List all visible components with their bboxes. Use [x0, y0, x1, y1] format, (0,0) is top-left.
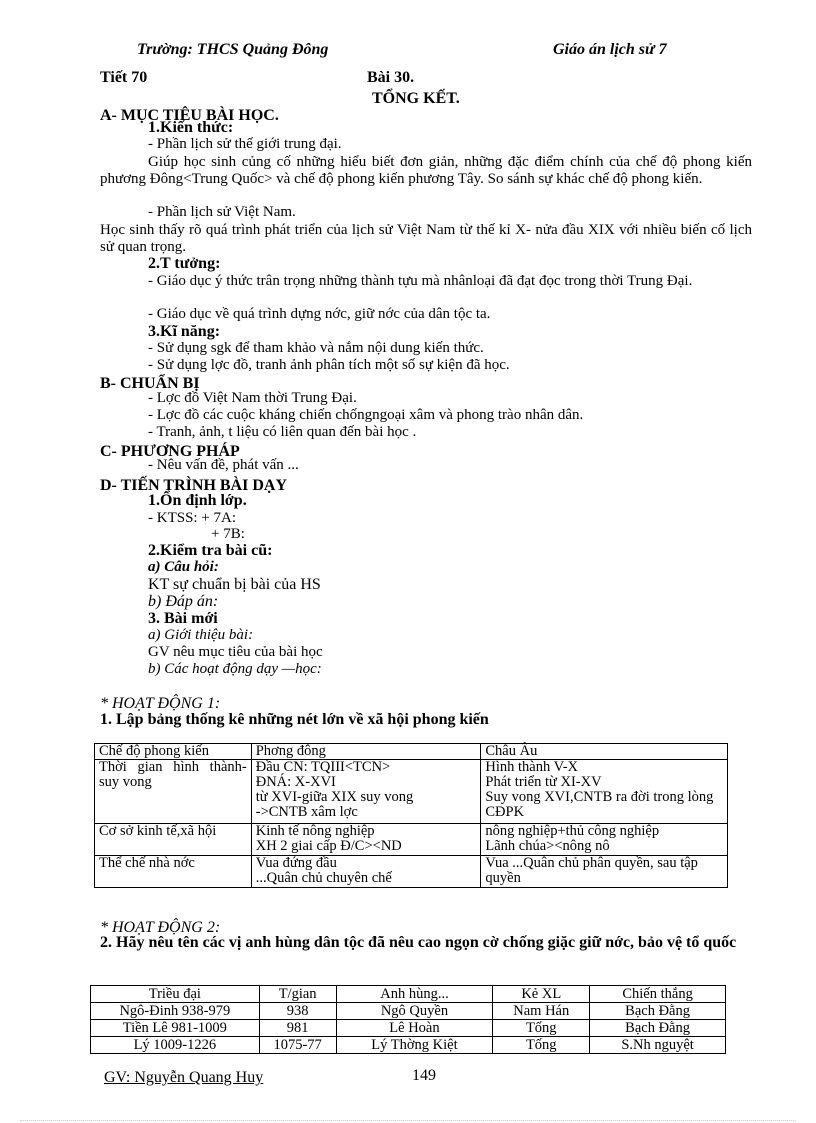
cell-line: từ XVI-giữa XIX suy vong [255, 789, 414, 805]
header-subject: Giáo án lịch sử 7 [553, 41, 667, 58]
prep-line-1: - Lợc đồ Việt Nam thời Trung Đại. [148, 390, 357, 406]
lesson-title: TỔNG KẾT. [372, 90, 460, 107]
section-a-heading: A- MỤC TIÊU BÀI HỌC. [100, 107, 279, 124]
table-cell: Ngô Quyền [336, 1003, 493, 1020]
question-text: KT sự chuẩn bị bài của HS [148, 576, 321, 593]
prep-line-2: - Lợc đồ các cuộc kháng chiến chốngngoại xâm và phong trào nhân dân. [148, 407, 584, 423]
footer-teacher: GV: Nguyễn Quang Huy [104, 1069, 264, 1086]
heroes-table [90, 985, 726, 1054]
knowledge-line-1: - Phần lịch sử thế giới trung đại. [148, 136, 342, 152]
activity-1-label: * HOẠT ĐỘNG 1: [100, 695, 221, 712]
skills-line-1: - Sử dụng sgk để tham khảo và nắm nội dung kiến thức. [148, 340, 484, 356]
table-cell: Thể chế nhà nớc [95, 856, 252, 888]
cell-line: Hình thành V-X [485, 759, 579, 775]
activities-label: b) Các hoạt động dạy —học: [148, 661, 322, 677]
check-old-title: 2.Kiểm tra bài cũ: [148, 542, 273, 559]
method-line-1: - Nêu vấn đề, phát vấn ... [148, 457, 299, 473]
table-cell: Bạch Đằng [590, 1003, 726, 1020]
table-cell: Ngô-Đinh 938-979 [91, 1003, 260, 1020]
feudal-comparison-table [94, 743, 728, 888]
table-header-cell: Phơng đông [251, 744, 481, 760]
table-row [91, 1003, 726, 1020]
section-b-heading: B- CHUẨN BỊ [100, 375, 200, 392]
table-cell: Vua ...Quân chủ phân quyền, sau tập quyền [481, 856, 728, 888]
table-cell: Tống [493, 1037, 590, 1054]
knowledge-paragraph-2: Học sinh thấy rõ quá trình phát triển của lịch sử Việt Nam từ thế kỉ X- nửa đầu XIX với nhiều biến cố lịch sử quan trọng. [100, 222, 752, 255]
table-header-cell: Châu Âu [481, 744, 728, 760]
table-cell: Lý 1009-1226 [91, 1037, 260, 1054]
activity-2-label: * HOẠT ĐỘNG 2: [100, 919, 221, 936]
table-cell: Nam Hán [493, 1003, 590, 1020]
table-row [95, 824, 728, 856]
table-cell: Cơ sở kinh tế,xã hội [95, 824, 252, 856]
skills-line-2: - Sử dụng lợc đồ, tranh ảnh phân tích một số sự kiện đã học. [148, 357, 510, 373]
answer-label: b) Đáp án: [148, 593, 219, 610]
cell-line: Lãnh chúa><nông nô [485, 838, 610, 854]
table-cell: Lê Hoàn [336, 1020, 493, 1037]
prep-line-3: - Tranh, ảnh, t liệu có liên quan đến bài học . [148, 424, 417, 440]
cell-line: Đầu CN: TQIII<TCN> [255, 759, 391, 775]
table-header-cell: Kẻ XL [493, 986, 590, 1003]
table-cell: Lý Thờng Kiệt [336, 1037, 493, 1054]
section-d-heading: D- TIẾN TRÌNH BÀI DẠY [100, 477, 287, 494]
activity-1-title: 1. Lập bảng thống kê những nét lớn về xã hội phong kiến [100, 711, 489, 728]
lesson-number: Bài 30. [367, 69, 415, 86]
activity-2-title: 2. Hãy nêu tên các vị anh hùng dân tộc đã nêu cao ngọn cờ chống giặc giữ nớc, bảo vệ tổ quốc [100, 934, 737, 951]
knowledge-line-2: - Phần lịch sử Việt Nam. [148, 204, 296, 220]
table-row [91, 1037, 726, 1054]
table-header-row [91, 986, 726, 1003]
table-row [95, 760, 728, 824]
table-cell [481, 824, 728, 856]
table-cell: S.Nh nguyệt [590, 1037, 726, 1054]
table-header-cell: Triều đại [91, 986, 260, 1003]
table-cell: 1075-77 [259, 1037, 336, 1054]
ideology-title: 2.T tưởng: [148, 255, 221, 272]
table-cell: 938 [259, 1003, 336, 1020]
table-cell [251, 824, 481, 856]
cell-line: ...Quân chủ chuyên chế [255, 870, 392, 886]
ktss-7a: - KTSS: + 7A: [148, 510, 237, 526]
table-cell [481, 760, 728, 824]
table-header-cell: Anh hùng... [336, 986, 493, 1003]
ktss-7b: + 7B: [211, 526, 245, 542]
knowledge-paragraph-1: Giúp học sinh củng cố những hiểu biết đơn giản, những đặc điểm chính của chế độ phong kiến phương Đông<Trung Quốc> và chế độ phong kiến phương Tây. So sánh sự khác chế độ phong kiến. [100, 154, 752, 187]
cell-line: Suy vong XVI,CNTB ra đời trong lòng CĐPK [485, 789, 714, 820]
table-cell: Tiền Lê 981-1009 [91, 1020, 260, 1037]
cell-line: ĐNÁ: X-XVI [255, 774, 336, 790]
table-cell [251, 856, 481, 888]
cell-line: XH 2 giai cấp Đ/C><ND [255, 838, 402, 854]
new-lesson-title: 3. Bài mới [148, 610, 218, 627]
table-header-cell: T/gian [259, 986, 336, 1003]
page-bottom-divider [20, 1120, 796, 1121]
question-label: a) Câu hỏi: [148, 559, 219, 575]
stabilize-title: 1.Ổn định lớp. [148, 492, 247, 509]
table-header-row [95, 744, 728, 760]
table-row [95, 856, 728, 888]
lesson-period: Tiết 70 [100, 69, 148, 86]
section-c-heading: C- PHƯƠNG PHÁP [100, 443, 240, 460]
table-cell: Tống [493, 1020, 590, 1037]
cell-line: ->CNTB xâm lợc [255, 804, 358, 820]
cell-line: nông nghiệp+thủ công nghiệp [485, 823, 660, 839]
table-cell: Bạch Đằng [590, 1020, 726, 1037]
intro-label: a) Giới thiệu bài: [148, 627, 254, 643]
cell-line: Kinh tế nông nghiệp [255, 823, 375, 839]
header-school: Trường: THCS Quảng Đông [137, 41, 329, 58]
table-header-cell: Chiến thắng [590, 986, 726, 1003]
ideology-line-2: - Giáo dục về quá trình dựng nớc, giữ nớc của dân tộc ta. [148, 306, 491, 322]
table-header-cell: Chế độ phong kiến [95, 744, 252, 760]
knowledge-title: 1.Kiến thức: [148, 119, 234, 136]
ideology-paragraph: - Giáo dục ý thức trân trọng những thành tựu mà nhânloại đã đạt đọc trong thời Trung Đại. [148, 273, 693, 289]
cell-line: Phát triển từ XI-XV [485, 774, 602, 790]
skills-title: 3.Kĩ năng: [148, 323, 221, 340]
table-cell [251, 760, 481, 824]
table-cell: 981 [259, 1020, 336, 1037]
table-cell: Thời gian hình thành- suy vong [95, 760, 252, 824]
table-row [91, 1020, 726, 1037]
intro-text: GV nêu mục tiêu của bài học [148, 644, 323, 660]
footer-page-number: 149 [412, 1067, 436, 1084]
cell-line: Vua đứng đầu [255, 855, 337, 871]
